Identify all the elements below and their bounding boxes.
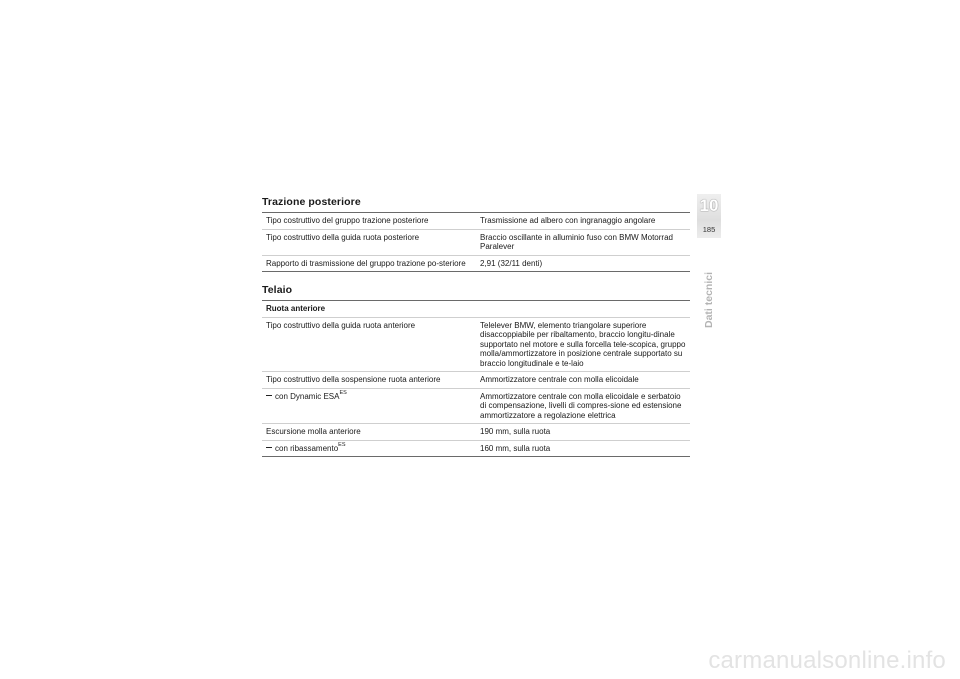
row-value: Telelever BMW, elemento triangolare superiore disaccoppiabile per ribaltamento, braccio longitu-dinale supportato nel motore e sulla forcella tele-scopica, gruppo molla/ammortizzatore in posizione centrale supportato su braccio longitudinale e te-laio — [476, 317, 690, 372]
row-value: 160 mm, sulla ruota — [476, 440, 690, 457]
dash-icon — [266, 447, 272, 448]
trazione-table — [262, 213, 690, 272]
row-label: Rapporto di trasmissione del gruppo trazione po-steriore — [262, 255, 476, 272]
watermark: carmanualsonline.info — [708, 647, 946, 674]
chapter-side-label: Dati tecnici — [703, 271, 715, 329]
row-label: Tipo costruttivo della guida ruota anteriore — [262, 317, 476, 372]
table-row — [262, 317, 690, 372]
table-row — [262, 255, 690, 272]
table-row — [262, 388, 690, 424]
chapter-number: 10 — [699, 196, 719, 215]
chapter-tab — [697, 194, 721, 238]
table-row — [262, 213, 690, 229]
option-superscript: ES — [339, 389, 347, 396]
spec-content — [262, 196, 690, 457]
table-row — [262, 372, 690, 389]
table-row — [262, 424, 690, 441]
row-value: Trasmissione ad albero con ingranaggio angolare — [476, 213, 690, 229]
section-title-telaio: Telaio — [262, 284, 690, 301]
row-label: Tipo costruttivo del gruppo trazione posteriore — [262, 213, 476, 229]
page-number: 185 — [702, 225, 716, 234]
row-label-option — [262, 440, 476, 457]
telaio-table — [262, 301, 690, 457]
dash-icon — [266, 395, 272, 396]
row-value: Ammortizzatore centrale con molla elicoidale e serbatoio di compensazione, livelli di compres-sione ed estensione ammortizzatore a regolazione elettrica — [476, 388, 690, 424]
row-value: 190 mm, sulla ruota — [476, 424, 690, 441]
section-title-trazione: Trazione posteriore — [262, 196, 690, 213]
row-label: Tipo costruttivo della guida ruota posteriore — [262, 229, 476, 255]
row-value: Ammortizzatore centrale con molla elicoidale — [476, 372, 690, 389]
group-heading: Ruota anteriore — [262, 301, 690, 317]
option-label: con ribassamento — [275, 443, 339, 453]
table-group-row — [262, 301, 690, 317]
table-row — [262, 440, 690, 457]
row-value: Braccio oscillante in alluminio fuso con BMW Motorrad Paralever — [476, 229, 690, 255]
row-label: Escursione molla anteriore — [262, 424, 476, 441]
row-label-option — [262, 388, 476, 424]
option-label: con Dynamic ESA — [275, 391, 340, 401]
option-superscript: ES — [338, 441, 346, 448]
row-value: 2,91 (32/11 denti) — [476, 255, 690, 272]
row-label: Tipo costruttivo della sospensione ruota anteriore — [262, 372, 476, 389]
table-row — [262, 229, 690, 255]
